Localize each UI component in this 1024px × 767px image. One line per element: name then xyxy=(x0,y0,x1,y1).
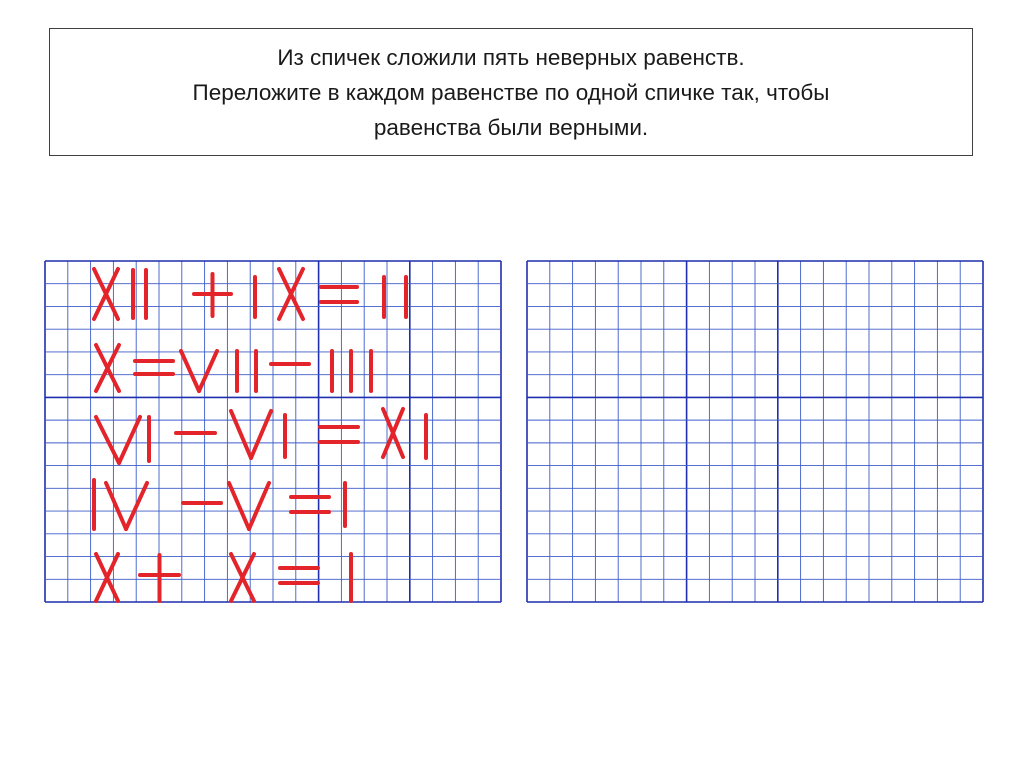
grid-lines xyxy=(527,261,983,602)
matchstick xyxy=(249,483,269,529)
task-line-2: Переложите в каждом равенстве по одной спичке так, чтобы xyxy=(192,79,830,105)
task-box xyxy=(49,28,973,156)
matchstick xyxy=(231,411,251,458)
matchstick xyxy=(229,483,249,529)
empty-answer-grid xyxy=(527,261,983,604)
matchstick xyxy=(181,351,199,391)
task-line-1: Из спичек сложили пять неверных равенств. xyxy=(277,44,745,70)
matchstick xyxy=(199,351,217,391)
matchstick-grid xyxy=(45,261,503,604)
matchstick xyxy=(119,417,140,463)
matchstick xyxy=(251,411,271,458)
task-line-3: равенства были верными. xyxy=(373,114,649,140)
matchstick xyxy=(106,483,126,529)
matchstick xyxy=(96,417,119,463)
